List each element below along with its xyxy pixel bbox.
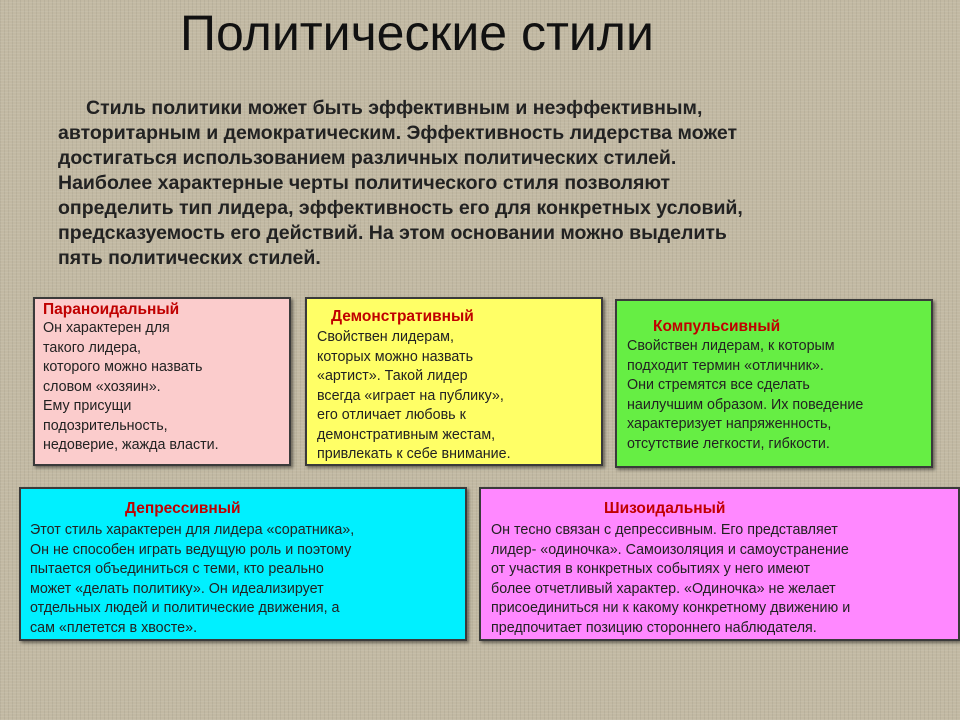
intro-line: Стиль политики может быть эффективным и неэффективным,	[86, 97, 703, 119]
style-box-compulsive	[615, 299, 933, 468]
style-box-text	[30, 521, 465, 638]
style-box-line: его отличает любовь к	[317, 407, 466, 423]
style-box-line: Ему присущи	[43, 398, 132, 414]
style-box-line: Свойствен лидерам,	[317, 329, 454, 345]
style-box-line: демонстративным жестам,	[317, 426, 496, 443]
style-box-line: пытается объединиться с теми, кто реально	[30, 561, 324, 577]
style-box-line: лидер- «одиночка». Самоизоляция и самоустранение	[491, 541, 849, 558]
style-box-line: отдельных людей и политические движения, а	[30, 600, 340, 616]
style-box-line: Он характерен для	[43, 320, 170, 336]
style-box-line: подозрительность,	[43, 417, 168, 434]
style-box-line: более отчетливый характер. «Одиночка» не желает	[491, 580, 836, 597]
intro-line: авторитарным и демократическим. Эффективность лидерства может	[58, 122, 738, 144]
style-box-line: Свойствен лидерам, к которым	[627, 338, 835, 354]
style-box-line: «артист». Такой лидер	[317, 368, 468, 384]
style-box-text	[43, 319, 289, 456]
slide-title: Политические стили	[180, 5, 654, 61]
intro-line: достигаться использованием различных политических стилей.	[58, 147, 677, 169]
style-box-line: Он тесно связан с депрессивным. Его представляет	[491, 522, 838, 538]
style-box-line: от участия в конкретных событиях у него имеют	[491, 561, 811, 577]
style-box-line: подходит термин «отличник».	[627, 357, 824, 374]
style-box-demonstrative	[305, 297, 603, 466]
style-box-line: наилучшим образом. Их поведение	[627, 396, 864, 413]
style-box-text	[317, 328, 601, 465]
style-box-line: отсутствие легкости, гибкости.	[627, 435, 830, 452]
intro-line: определить тип лидера, эффективность его для конкретных условий,	[58, 197, 743, 219]
style-box-line: всегда «играет на публику»,	[317, 387, 504, 404]
style-box-line: словом «хозяин».	[43, 378, 161, 395]
intro-line: пять политических стилей.	[58, 247, 321, 269]
style-box-line: Этот стиль характерен для лидера «соратника»,	[30, 522, 355, 538]
style-box-title: Компульсивный	[653, 318, 781, 335]
style-box-title: Демонстративный	[331, 308, 474, 325]
style-box-line: предпочитает позицию стороннего наблюдателя.	[491, 619, 817, 636]
style-box-line: которых можно назвать	[317, 348, 474, 365]
style-box-title: Депрессивный	[125, 500, 241, 517]
style-box-line: присоединиться ни к какому конкретному движению и	[491, 600, 851, 616]
style-box-depressive	[19, 487, 467, 641]
style-box-line: такого лидера,	[43, 339, 142, 356]
style-box-paranoid	[33, 297, 291, 466]
intro-line: Наиболее характерные черты политического стиля позволяют	[58, 172, 671, 194]
style-box-title: Параноидальный	[43, 301, 180, 318]
style-box-text	[491, 521, 958, 638]
style-box-line: недоверие, жажда власти.	[43, 437, 219, 453]
style-box-line: привлекать к себе внимание.	[317, 446, 511, 462]
style-box-line: может «делать политику». Он идеализирует	[30, 580, 324, 597]
style-box-line: характеризует напряженность,	[627, 416, 832, 432]
intro-line: предсказуемость его действий. На этом основании можно выделить	[58, 222, 727, 244]
style-box-line: которого можно назвать	[43, 359, 203, 375]
style-box-line: Он не способен играть ведущую роль и поэтому	[30, 541, 352, 558]
style-box-line: сам «плетется в хвосте».	[30, 619, 198, 636]
style-box-title: Шизоидальный	[604, 500, 726, 517]
style-box-text	[627, 337, 931, 454]
style-box-line: Они стремятся все сделать	[627, 377, 810, 393]
intro-paragraph	[58, 96, 938, 271]
style-box-schizoid	[479, 487, 960, 641]
